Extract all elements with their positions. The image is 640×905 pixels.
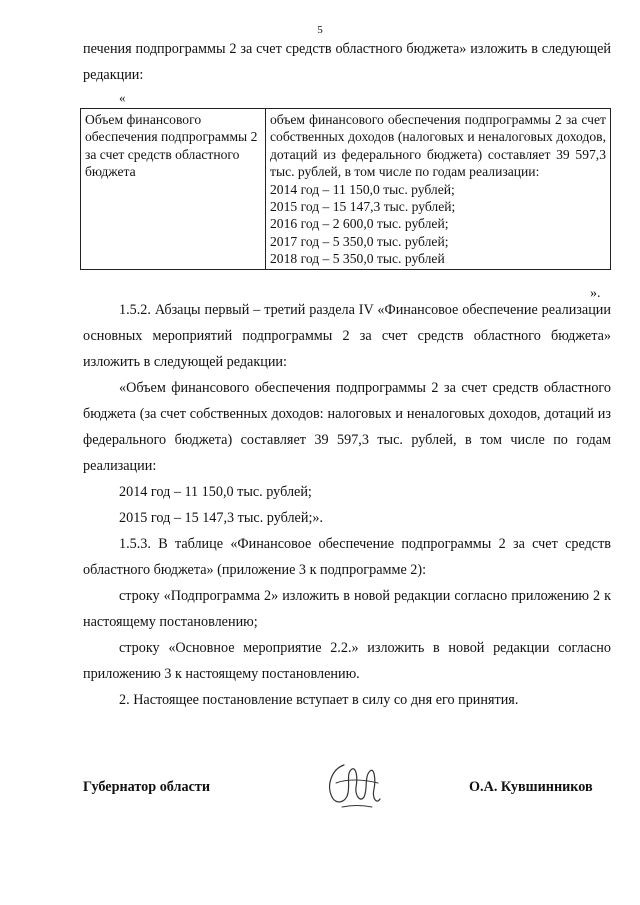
table-row: [81, 109, 611, 270]
year-line-2014: 2014 год – 11 150,0 тыс. рублей;: [270, 181, 455, 197]
intro-paragraph: печения подпрограммы 2 за счет средств областного бюджета» изложить в следующей редакции:: [83, 41, 611, 83]
open-quote: «: [119, 90, 126, 105]
year-line-2017: 2017 год – 5 350,0 тыс. рублей;: [270, 233, 449, 249]
signatory-name: О.А. Кувшинников: [469, 779, 593, 795]
table-right-text: объем финансового обеспечения подпрограммы 2 за счет собственных доходов (налоговых и неналоговых доходов, дотаций из федерального бюджета) составляет 39 597,3 тыс. рублей, в том числе по годам реализации:: [270, 112, 606, 180]
paragraph-2014: 2014 год – 11 150,0 тыс. рублей;: [119, 484, 312, 500]
year-line-2018: 2018 год – 5 350,0 тыс. рублей: [270, 251, 445, 267]
year-line-2015: 2015 год – 15 147,3 тыс. рублей;: [270, 199, 456, 215]
paragraph-row-measure: строку «Основное мероприятие 2.2.» изложить в новой редакции согласно приложению 3 к настоящему постановлению.: [83, 640, 611, 682]
paragraph-1-5-3: 1.5.3. В таблице «Финансовое обеспечение подпрограммы 2 за счет средств областного бюджета» (приложение 3 к подпрограмме 2):: [83, 536, 611, 578]
handwritten-signature: [322, 759, 386, 811]
table-left-cell: Объем финансового обеспечения подпрограммы 2 за счет средств областного бюджета: [81, 109, 266, 270]
body-text: [83, 297, 611, 713]
paragraph-1-5-2: 1.5.2. Абзацы первый – третий раздела IV «Финансовое обеспечение реализации основных мероприятий подпрограммы 2 за счет средств областного бюджета» изложить в следующей редакции:: [83, 302, 611, 370]
page-number: 5: [317, 24, 323, 36]
year-line-2016: 2016 год – 2 600,0 тыс. рублей;: [270, 216, 449, 232]
financing-table: [80, 108, 611, 270]
paragraph-effective: 2. Настоящее постановление вступает в силу со дня его принятия.: [119, 692, 519, 708]
signatory-title: Губернатор области: [83, 779, 211, 795]
table-right-cell: [266, 109, 611, 270]
paragraph-quote: «Объем финансового обеспечения подпрограммы 2 за счет средств областного бюджета (за счет собственных доходов: налоговых и неналоговых доходов, дотаций из федерального бюджета) составляет 39 597,3 тыс. рублей, в том числе по годам реализации:: [83, 380, 611, 474]
paragraph-2015: 2015 год – 15 147,3 тыс. рублей;».: [119, 510, 324, 526]
paragraph-row-subprogram: строку «Подпрограмма 2» изложить в новой редакции согласно приложению 2 к настоящему постановлению;: [83, 588, 611, 630]
close-quote: ».: [590, 286, 601, 301]
